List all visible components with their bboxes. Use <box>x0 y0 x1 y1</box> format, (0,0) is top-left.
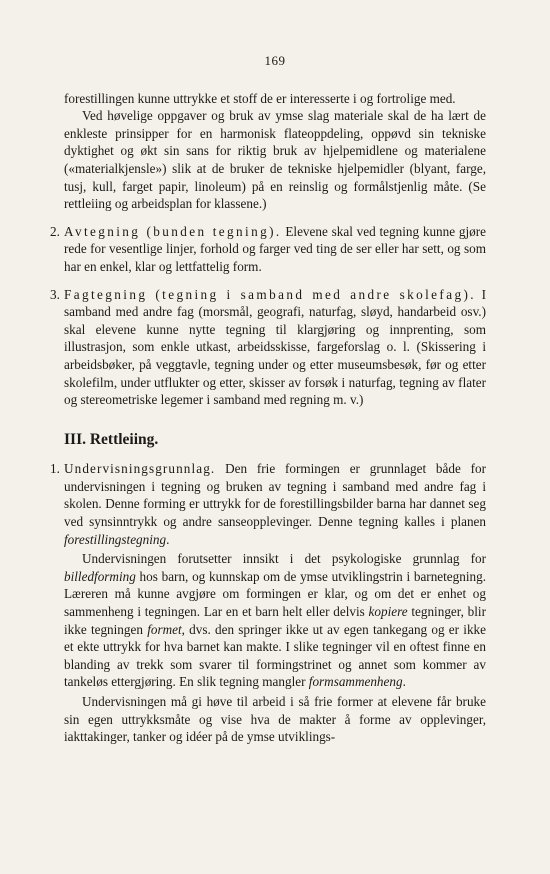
list-item-title: Avtegning (bunden tegning). <box>64 223 282 239</box>
list-number: 3. <box>50 286 60 302</box>
emphasis-text: forestillingstegning <box>64 531 167 547</box>
list-item-avtegning <box>50 223 486 276</box>
list-number: 2. <box>50 223 60 239</box>
page-number: 169 <box>264 53 286 68</box>
list-item-fagtegning <box>50 286 486 409</box>
list-item-title: Fagtegning (tegning i samband med andre skolefag). <box>64 286 476 302</box>
list-item-body: I samband med andre fag (morsmål, geografi, naturfag, sløyd, handarbeid osv.) skal elevene kunne nytte tegning til klargjøring og innprenting, som illustrasjon, som enkle utkast, arbeidsskisse, fargeforslag o. l. (Skissering i arbeidsbøker, på veggtavle, tegning under og etter museumsbesøk, før og etter skolefilm, under utflukter og etter, skisser av forsøk i naturfag, tegning av flater og stereometriske legemer i samband med regning m. v.) <box>64 286 486 408</box>
list-number: 1. <box>50 461 60 477</box>
intro-paragraph-continued: forestillingen kunne uttrykke et stoff de er interesserte i og fortrolige med. <box>64 90 456 106</box>
body-paragraph <box>64 550 486 691</box>
paragraph-text: hos barn, og kunnskap om de ymse utviklingstrin i barnetegning. Læreren må kunne avgjøre om formingen er klar, og om det er enhet og sammenheng i tegningen. Lar en et barn helt eller delvis <box>64 568 486 620</box>
emphasis-text: billedforming <box>64 568 136 584</box>
book-page <box>50 52 486 746</box>
intro-paragraph: Ved høvelige oppgaver og bruk av ymse slag materiale skal de ha lært de enkleste prinsipper for en harmonisk flateoppdeling, oppøvd sin tekniske dyktighet og økt sin sans for riktig bruk av hjelpemidlene og materialene («materialkjensle») slik at de bruker de tekniske hjelpemidler (blyant, farge, tusj, kull, farget papir, linoleum) på en reinslig og formålstjenlig måte. (Se rettleiing og arbeidsplan for klassene.) <box>64 108 486 212</box>
paragraph-text: . <box>402 674 406 690</box>
list-item-body: Den frie formingen er grunnlaget både for undervisningen i tegning og bruken av tegning i samband med andre fag i skolen. Denne forming er uttrykk for de forestillingsbilder barna har dannet seg ved synsinntrykk og andre sanseopplevinger. Denne tegning kalles i planen <box>64 461 486 530</box>
list-item-body: Elevene skal ved tegning kunne gjøre rede for vesentlige linjer, forhold og farger ved ting de ser eller har sett, og som har en enkel, klar og lettfattelig form. <box>64 223 486 274</box>
paragraph-text: , dvs. den springer ikke ut av egen tankegang og er ikke et ekte uttrykk for hva barnet kan makte. I slike tegninger vil en oftest finne en blanding av trekk som svarer til formingstrinet og annet som kommer av tankeløs ettergjøring. En slik tegning mangler <box>64 621 486 690</box>
emphasis-text: kopiere <box>368 604 408 620</box>
section-heading: III. Rettleiing. <box>64 430 159 448</box>
paragraph-text: Undervisningen forutsetter innsikt i det psykologiske grunnlag for <box>82 551 486 567</box>
list-item-body-end: . <box>166 531 170 547</box>
emphasis-text: formsammenheng <box>308 674 403 690</box>
emphasis-text: formet <box>147 621 182 637</box>
list-item-undervisningsgrunnlag <box>50 460 486 548</box>
list-item-title: Undervisningsgrunnlag. <box>64 461 216 477</box>
paragraph-text: tegninger, blir ikke tegningen <box>64 604 486 637</box>
body-paragraph: Undervisningen må gi høve til arbeid i så frie former at elevene får bruke sin egen uttrykksmåte og vise hva de makter å forme av opplevinger, iakttakinger, tanker og idéer på de ymse utviklings- <box>64 694 486 745</box>
